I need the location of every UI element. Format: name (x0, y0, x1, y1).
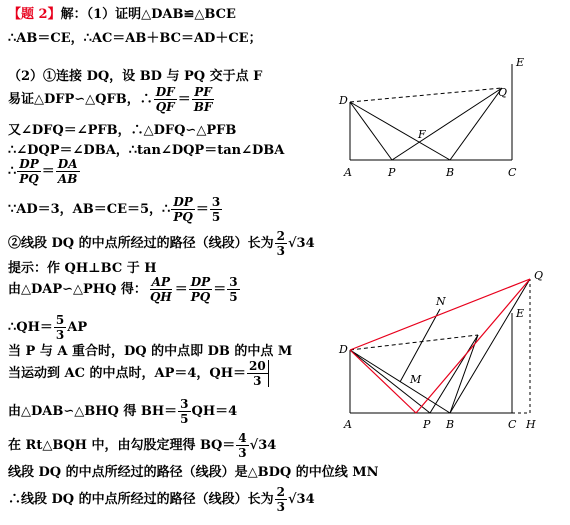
sqrt-34: √34 (288, 236, 315, 251)
fig1-label-q: Q (498, 86, 508, 99)
fig2-label-a: A (344, 418, 352, 431)
fraction-4-3: $\frac{4}{3}$ (238, 431, 247, 460)
fig2-red-dp (350, 350, 416, 413)
fig1-segment-pq (392, 88, 502, 160)
fig2-label-h: H (526, 418, 536, 431)
fig2-segment-bq (450, 279, 530, 413)
fraction-20-3: $\frac{20}{3}$ (247, 360, 269, 387)
line-2: ∴AB＝CE，∴AC＝AB＋BC＝AD＋CE； (8, 31, 262, 46)
figure-1 (330, 50, 540, 190)
fig2-label-q: Q (534, 269, 544, 282)
l4-text: 易证△DFP∽△QFB，∴ (8, 92, 153, 107)
fraction-2-3-b: $\frac{2}{3}$ (276, 485, 286, 514)
title-bracket-close: 】 (47, 7, 61, 22)
line-5: 又∠DFQ＝∠PFB，∴△DFQ∽△PFB (8, 123, 237, 138)
fraction-dp-pq-3: $\frac{DP}{PQ}$ (190, 275, 211, 304)
line-12: ∴QH＝ $\frac{5}{3}$ AP (8, 313, 88, 342)
line-16: 在 Rt△BQH 中，由勾股定理得 BQ＝ $\frac{4}{3}$ √34 (8, 431, 277, 460)
fig2-label-e: E (516, 307, 525, 320)
line-13: 当 P 与 A 重合时，DQ 的中点即 DB 的中点 M (8, 344, 293, 359)
fraction-dp-pq: $\frac{DP}{PQ}$ (19, 157, 39, 186)
fig2-label-d: D (339, 343, 348, 356)
fig2-label-p: P (423, 418, 431, 431)
line-17: 线段 DQ 的中点所经过的路径（线段）是△BDQ 的中位线 MN (8, 465, 379, 480)
fig1-label-p: P (388, 166, 396, 179)
fraction-pf-bf: $\frac{PF}{BF}$ (193, 85, 213, 114)
fraction-ap-qh: $\frac{AP}{QH}$ (149, 275, 172, 304)
fraction-3-5-b: $\frac{3}{5}$ (229, 275, 238, 304)
line-6: ∴∠DQP＝∠DBA，∴tan∠DQP＝tan∠DBA (8, 143, 285, 158)
fig1-segment-db (350, 102, 450, 160)
line-9: ②线段 DQ 的中点所经过的路径（线段）长为 $\frac{2}{3}$ √34 (8, 229, 315, 258)
line-18: ∴线段 DQ 的中点所经过的路径（线段）长为 $\frac{2}{3}$ √34 (8, 485, 315, 514)
fig2-red-dq (350, 279, 530, 350)
fig2-label-c: C (508, 418, 517, 431)
line-15: 由△DAB∽△BHQ 得 BH＝ $\frac{3}{5}$ QH＝4 (8, 397, 238, 426)
fig2-red-pq (416, 279, 530, 413)
fraction-df-qf: $\frac{DF}{QF}$ (155, 85, 175, 114)
problem-title: 题 2 (21, 7, 48, 22)
line-4: 易证△DFP∽△QFB，∴ $\frac{DF}{QF}$ ＝ $\frac{PF}{BF}$ (8, 85, 213, 114)
fig1-segment-bq (450, 88, 502, 160)
fig1-label-d: D (339, 94, 348, 107)
line-14: 当运动到 AC 的中点时，AP＝4，QH＝ $\frac{20}{3}$ (8, 360, 270, 387)
part1-statement: 解：（1）证明△DAB≌△BCE (60, 7, 236, 22)
fig1-label-b: B (446, 166, 455, 179)
title-line (8, 8, 236, 21)
fraction-3-5: $\frac{3}{5}$ (211, 195, 221, 224)
fraction-dp-pq-2: $\frac{DP}{PQ}$ (173, 195, 193, 224)
fig1-segment-dq-dashed (350, 88, 502, 102)
title-bracket-open: 【 (8, 7, 22, 22)
fraction-5-3: $\frac{5}{3}$ (55, 313, 65, 342)
fig1-label-e: E (516, 56, 525, 69)
fig2-label-n: N (436, 295, 446, 308)
fig2-segment-mn (400, 309, 440, 382)
line-3: （2）①连接 DQ，设 BD 与 PQ 交于点 F (8, 69, 263, 84)
fraction-da-ab: $\frac{DA}{AB}$ (57, 157, 78, 186)
fig2-label-m: M (410, 373, 422, 386)
line-11: 由△DAP∽△PHQ 得： $\frac{AP}{QH}$ ＝ $\frac{DP}{PQ}$ ＝ $\frac{3}{5}$ (8, 275, 238, 304)
fraction-2-3: $\frac{2}{3}$ (276, 229, 286, 258)
fig1-label-f: F (418, 128, 426, 141)
fig2-label-b: B (446, 418, 455, 431)
fig1-label-c: C (508, 166, 517, 179)
fig1-segment-dp (350, 102, 392, 160)
fraction-3-5-c: $\frac{3}{5}$ (180, 397, 189, 426)
line-7: ∴ $\frac{DP}{PQ}$ ＝ $\frac{DA}{AB}$ (8, 157, 78, 186)
fig1-label-a: A (344, 166, 352, 179)
line-8: ∵AD＝3，AB＝CE＝5，∴ $\frac{DP}{PQ}$ ＝ $\frac{3}{5}$ (8, 195, 221, 224)
figure-2 (330, 265, 565, 440)
line-10: 提示：作 QH⊥BC 于 H (8, 261, 157, 276)
